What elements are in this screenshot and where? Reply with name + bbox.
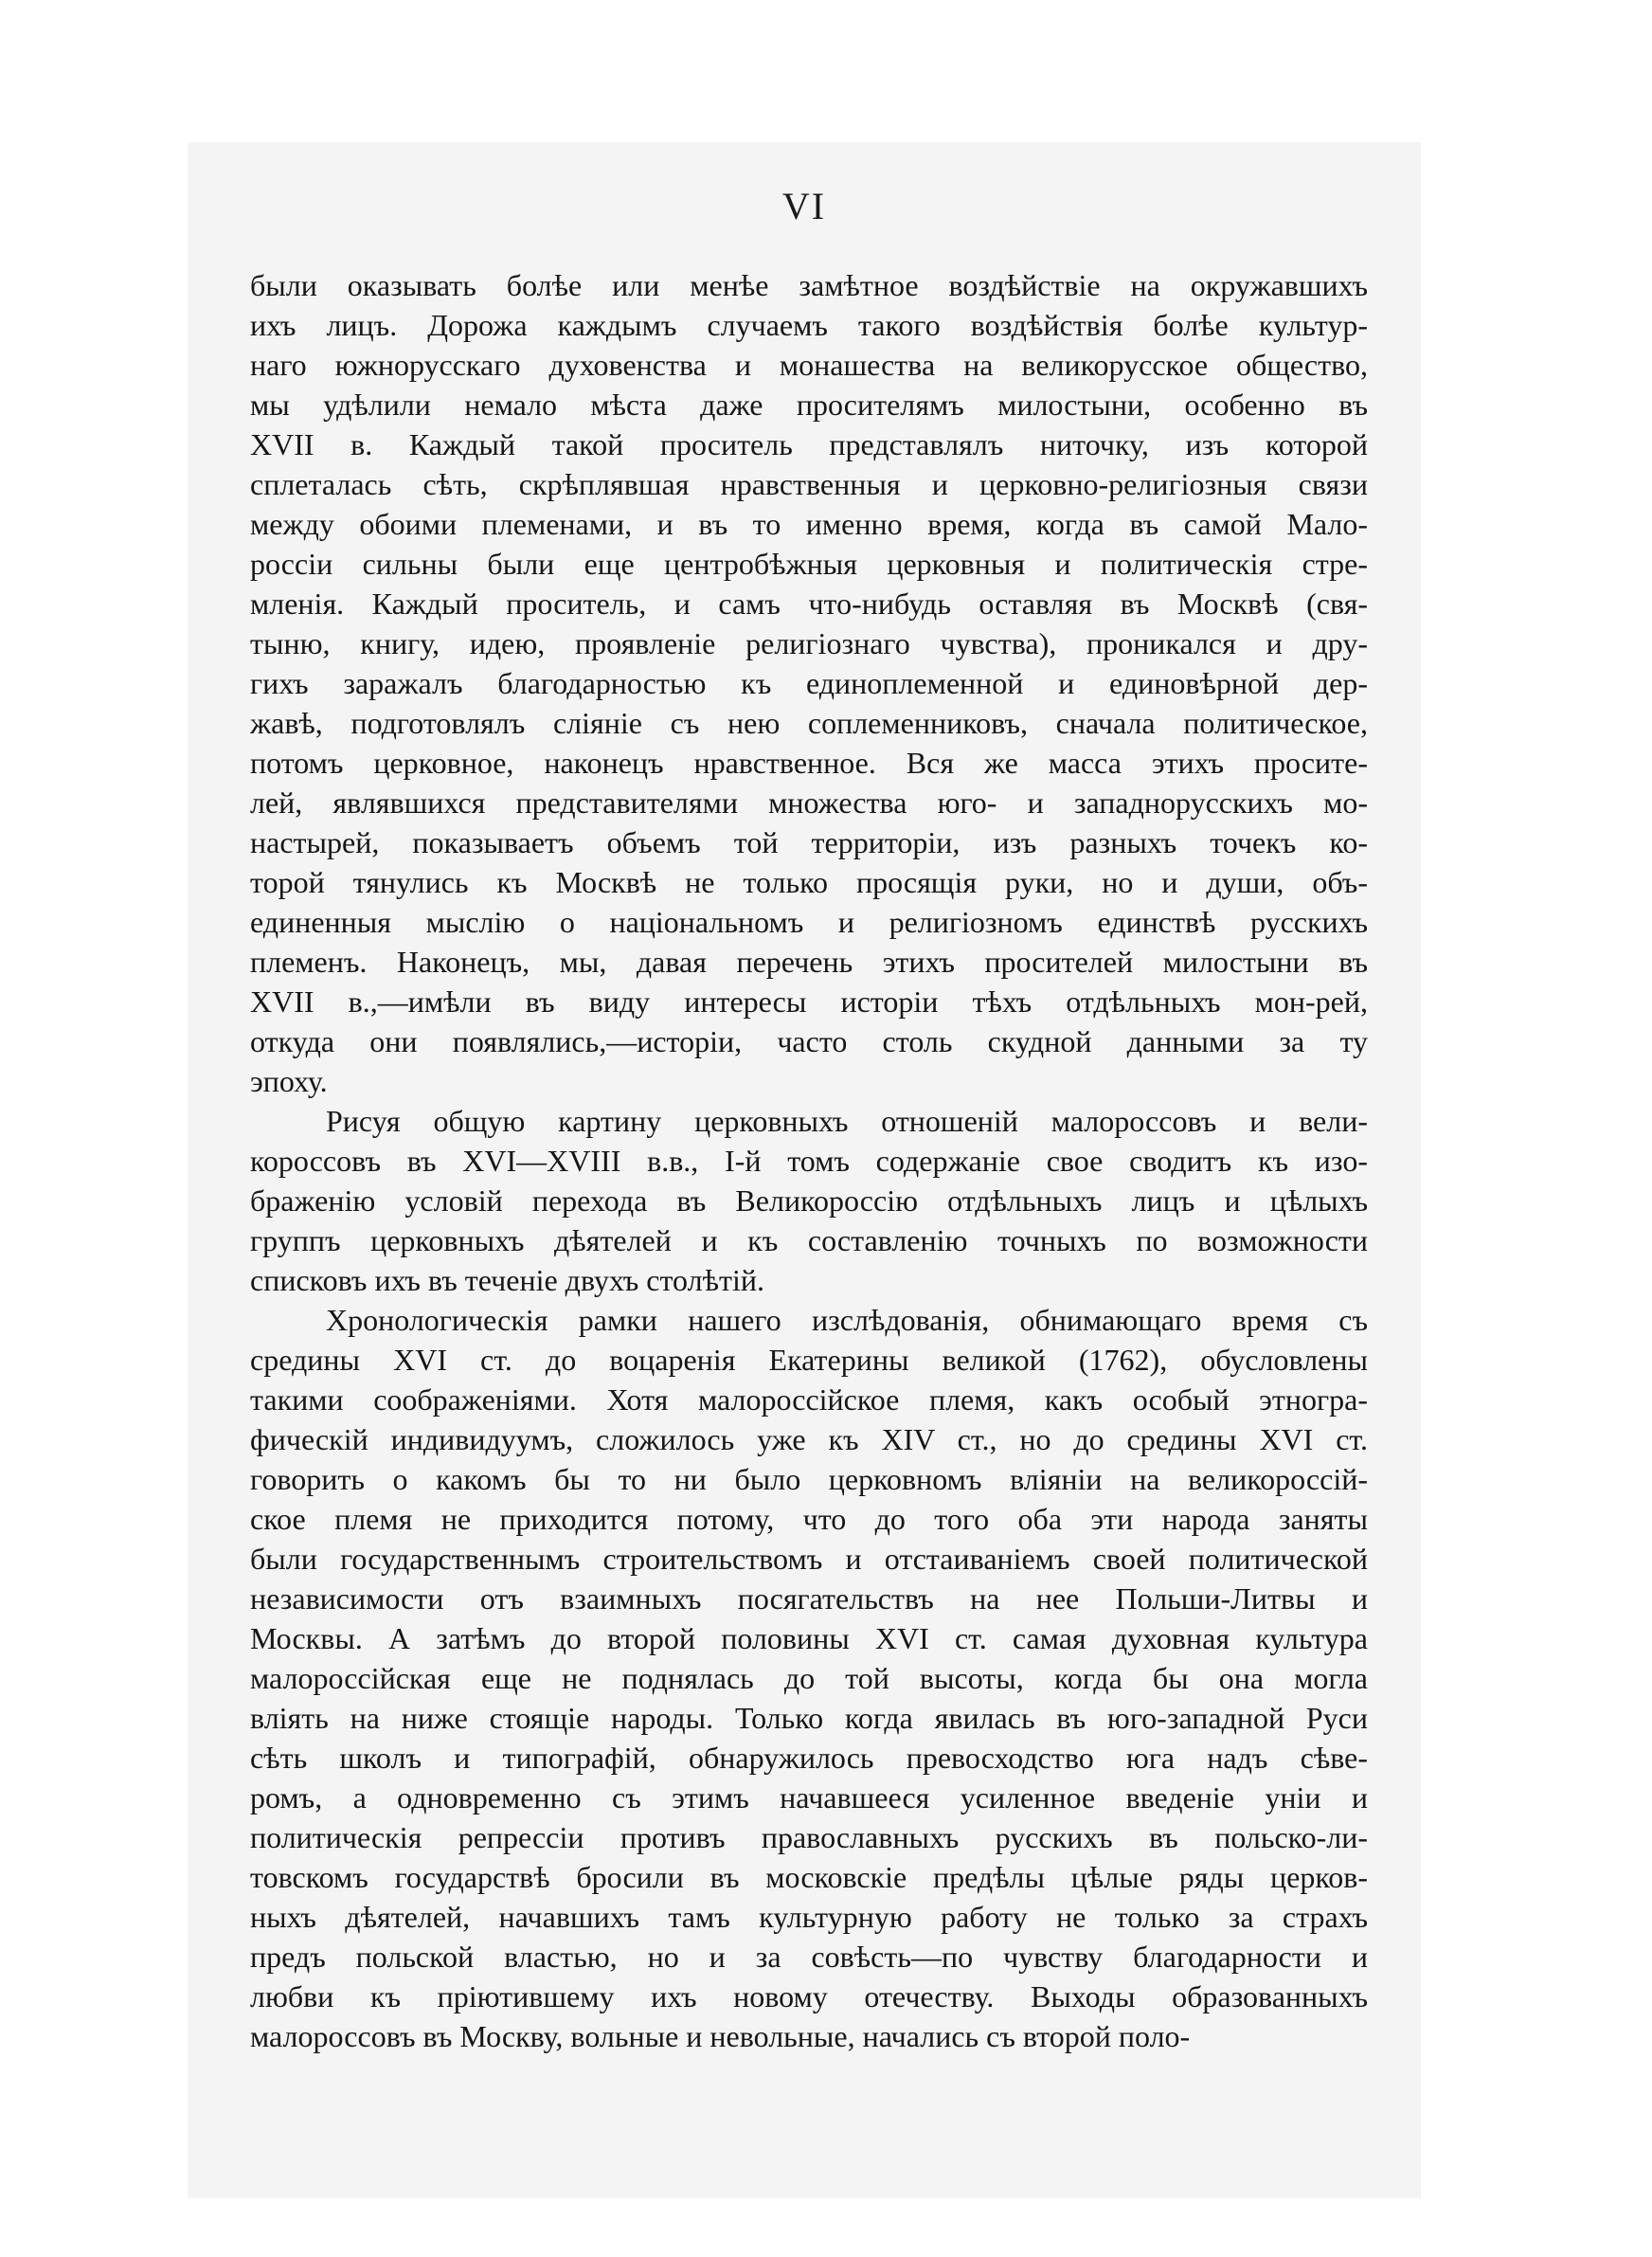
text-line: откуда они появлялись,—исторіи, часто столь скудной данными за ту	[250, 1024, 1368, 1058]
text-line: независимости отъ взаимныхъ посягательствъ на нее Польши-Литвы и	[250, 1581, 1368, 1616]
text-line: браженію условій перехода въ Великороссію отдѣльныхъ лицъ и цѣлыхъ	[250, 1183, 1368, 1218]
text-line: племенъ. Наконецъ, мы, давая перечень этихъ просителей милостыни въ	[250, 945, 1368, 979]
text-line: единенныя мыслію о національномъ и религіозномъ единствѣ русскихъ	[250, 905, 1368, 939]
text-line: потомъ церковное, наконецъ нравственное. Вся же масса этихъ просите-	[250, 746, 1368, 780]
paragraph	[250, 265, 1368, 1101]
text-line: ское племя не приходится потому, что до того оба эти народа заняты	[250, 1502, 1368, 1536]
text-line: были государственнымъ строительствомъ и отстаиваніемъ своей политической	[250, 1542, 1368, 1576]
text-line: XVII в.,—имѣли въ виду интересы исторіи тѣхъ отдѣльныхъ мон-рей,	[250, 984, 1368, 1019]
text-line: вліять на ниже стоящіе народы. Только когда явилась въ юго-западной Руси	[250, 1701, 1368, 1735]
text-line: группъ церковныхъ дѣятелей и къ составленію точныхъ по возможности	[250, 1223, 1368, 1257]
text-line: Москвы. А затѣмъ до второй половины XVI ст. самая духовная культура	[250, 1621, 1368, 1655]
text-line: ромъ, а одновременно съ этимъ начавшееся усиленное введеніе уніи и	[250, 1780, 1368, 1815]
text-line: XVII в. Каждый такой проситель представлялъ ниточку, изъ которой	[250, 427, 1368, 461]
text-line: гихъ заражалъ благодарностью къ единоплеменной и единовѣрной дер-	[250, 666, 1368, 700]
page-number: VI	[781, 185, 827, 227]
text-line: лей, являвшихся представителями множества юго- и западнорусскихъ мо-	[250, 785, 1368, 820]
text-line: эпоху.	[250, 1064, 328, 1098]
text-line: фическій индивидуумъ, сложилось уже къ XIV ст., но до средины XVI ст.	[250, 1422, 1368, 1456]
text-line: были оказывать болѣе или менѣе замѣтное воздѣйствіе на окружавшихъ	[250, 268, 1368, 302]
text-line: малороссійская еще не поднялась до той высоты, когда бы она могла	[250, 1661, 1368, 1695]
text-line: жавѣ, подготовлялъ сліяніе съ нею соплеменниковъ, сначала политическое,	[250, 706, 1368, 740]
text-line: малороссовъ въ Москву, вольные и невольные, начались съ второй поло-	[250, 2019, 1191, 2053]
text-line: тыню, книгу, идею, проявленіе религіознаго чувства), проникался и дру-	[250, 626, 1368, 660]
text-line: мы удѣлили немало мѣста даже просителямъ милостыни, особенно въ	[250, 388, 1368, 422]
text-line: предъ польской властью, но и за совѣсть—по чувству благодарности и	[250, 1940, 1368, 1974]
text-line: любви къ пріютившему ихъ новому отечеству. Выходы образованныхъ	[250, 1979, 1368, 2013]
text-line: сѣть школъ и типографій, обнаружилось превосходство юга надъ сѣве-	[250, 1741, 1368, 1775]
text-line: сплеталась сѣть, скрѣплявшая нравственныя и церковно-религіозныя связи	[250, 467, 1368, 501]
text-line: такими соображеніями. Хотя малороссійское племя, какъ особый этногра-	[250, 1382, 1368, 1417]
text-line: между обоими племенами, и въ то именно время, когда въ самой Мало-	[250, 507, 1368, 541]
text-line: настырей, показываетъ объемъ той территоріи, изъ разныхъ точекъ ко-	[250, 825, 1368, 859]
text-line: Хронологическія рамки нашего изслѣдованія, обнимающаго время съ	[326, 1303, 1368, 1337]
text-line: россіи сильны были еще центробѣжныя церковныя и политическія стре-	[250, 547, 1368, 581]
text-line: короссовъ въ XVI—XVIII в.в., I-й томъ содержаніе свое сводитъ къ изо-	[250, 1144, 1368, 1178]
text-line: средины XVI ст. до воцаренія Екатерины великой (1762), обусловлены	[250, 1343, 1368, 1377]
text-line: Рисуя общую картину церковныхъ отношеній малороссовъ и вели-	[326, 1104, 1368, 1138]
text-line: наго южнорусскаго духовенства и монашества на великорусское общество,	[250, 348, 1368, 382]
text-line: товскомъ государствѣ бросили въ московскіе предѣлы цѣлые ряды церков-	[250, 1860, 1368, 1894]
paragraph	[250, 1101, 1368, 1300]
text-line: мленія. Каждый проситель, и самъ что-нибудь оставляя въ Москвѣ (свя-	[250, 587, 1368, 621]
text-line: ихъ лицъ. Дорожа каждымъ случаемъ такого воздѣйствія болѣе культур-	[250, 308, 1368, 342]
text-line: ныхъ дѣятелей, начавшихъ тамъ культурную работу не только за страхъ	[250, 1900, 1368, 1934]
body-text	[250, 265, 1368, 2056]
text-line: говорить о какомъ бы то ни было церковномъ вліяніи на великороссій-	[250, 1462, 1368, 1496]
text-line: политическія репрессіи противъ православныхъ русскихъ въ польско-ли-	[250, 1820, 1368, 1854]
text-line: списковъ ихъ въ теченіе двухъ столѣтій.	[250, 1263, 764, 1297]
text-line: торой тянулись къ Москвѣ не только просящія руки, но и души, объ-	[250, 865, 1368, 899]
paragraph	[250, 1300, 1368, 2056]
page-sheet	[188, 142, 1421, 2198]
